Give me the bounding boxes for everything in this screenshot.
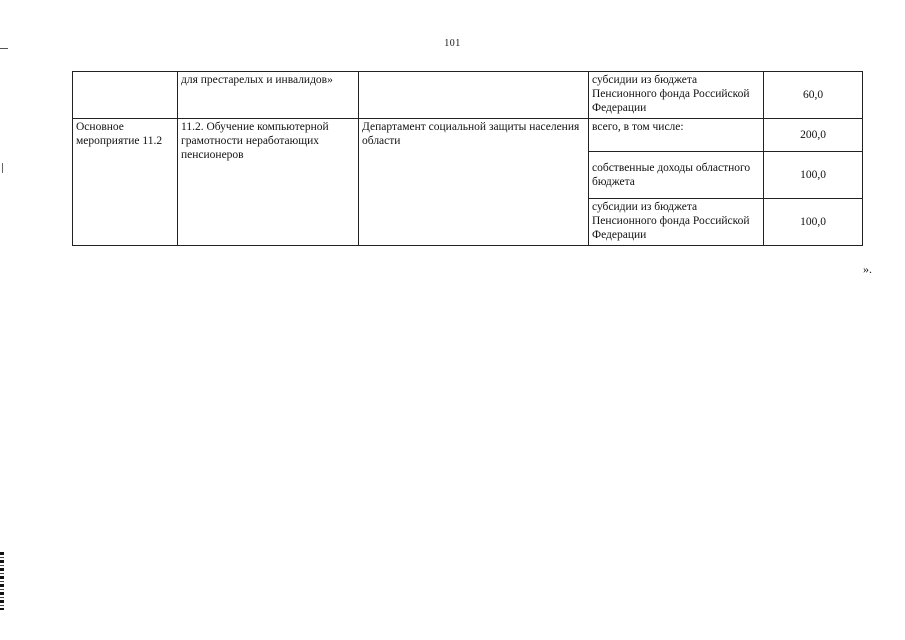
budget-table <box>72 71 863 246</box>
source-cell: всего, в том числе: <box>589 119 764 152</box>
table-row <box>73 119 863 152</box>
amount-cell: 100,0 <box>764 199 863 246</box>
executor-cell <box>359 72 589 119</box>
amount-cell: 100,0 <box>764 152 863 199</box>
measure-cell <box>73 72 178 119</box>
source-cell: субсидии из бюджета Пенсионного фонда Российской Федерации <box>589 199 764 246</box>
measure-cell: Основное мероприятие 11.2 <box>73 119 178 246</box>
executor-cell: Департамент социальной защиты населения области <box>359 119 589 246</box>
amount-cell: 60,0 <box>764 72 863 119</box>
amount-cell: 200,0 <box>764 119 863 152</box>
table-row <box>73 72 863 119</box>
scan-side-mark <box>2 163 3 173</box>
source-cell: субсидии из бюджета Пенсионного фонда Российской Федерации <box>589 72 764 119</box>
source-cell: собственные доходы областного бюджета <box>589 152 764 199</box>
name-cell: 11.2. Обучение компьютерной грамотности неработающих пенсионеров <box>178 119 359 246</box>
page-number: 101 <box>444 38 461 49</box>
name-cell: для престарелых и инвалидов» <box>178 72 359 119</box>
scan-edge-artifact <box>0 552 4 610</box>
closing-quote-mark: ». <box>863 262 872 276</box>
